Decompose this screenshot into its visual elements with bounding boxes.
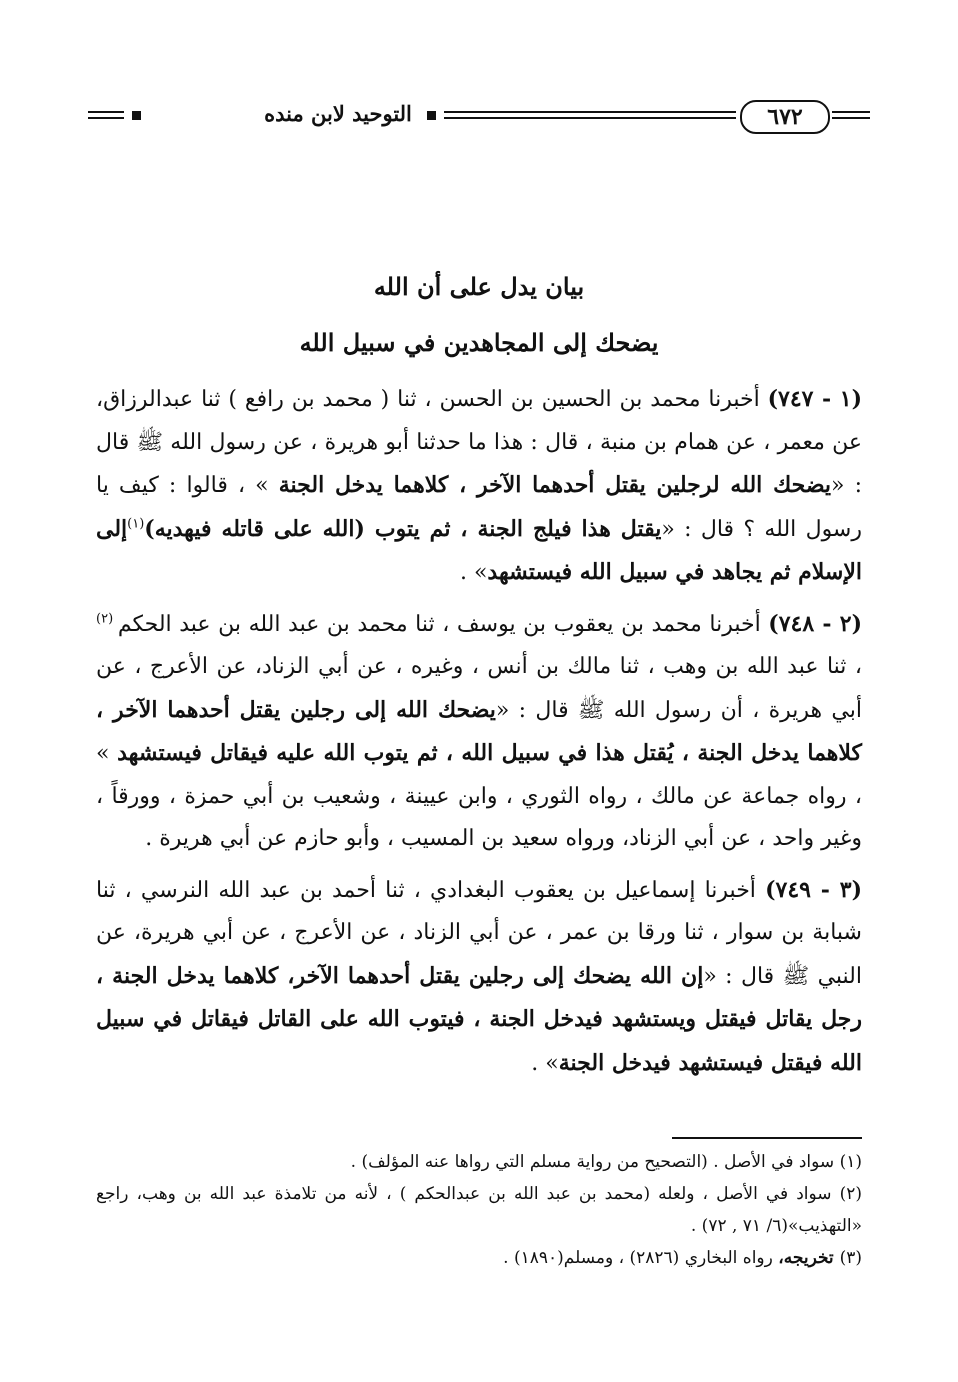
footnote-marker: (١)	[839, 1152, 862, 1172]
hadith-text-bold: إلى الإسلام ثم يجاهد في سبيل الله فيستشهد	[96, 515, 862, 585]
hadith-text: أخبرنا محمد بن الحسين بن الحسن ، ثنا ( محمد بن رافع ) ثنا عبدالرزاق، عن معمر ، عن همام بن منبة ، قال : هذا ما حدثنا أبو هريرة ، عن رسول الله ﷺ قال : «	[96, 387, 862, 498]
hadith-text-bold: إن الله يضحك إلى رجلين يقتل أحدهما الآخر، كلاهما يدخل الجنة ، رجل يقاتل فيقتل ويستشهد فيدخل الجنة ، فيتوب الله على القاتل فيقاتل في سبيل الله فيقتل فيستشهد فيدخل الجنة	[96, 962, 862, 1076]
footnote-marker: (٣)	[839, 1248, 862, 1268]
hadith-text-bold: يقتل هذا فيلج الجنة ، ثم يتوب (الله على قاتله فيهديه)	[144, 515, 662, 542]
footnote-text: رواه البخاري (٢٨٢٦) ، ومسلم(١٨٩٠) .	[503, 1248, 779, 1268]
hadith-text: أخبرنا محمد بن يعقوب بن يوسف ، ثنا محمد بن عبد الله بن عبد الحكم	[117, 611, 769, 637]
hadith-number: (١ - ٧٤٧)	[767, 386, 863, 412]
book-title: التوحيد لابن منده	[264, 101, 412, 126]
footnotes	[96, 1146, 862, 1274]
body-text	[96, 378, 862, 1085]
footnote-marker: (٢)	[839, 1184, 862, 1204]
footnote-text: سواد في الأصل ، ولعله (محمد بن عبد الله بن عبدالحكم ) ، لأنه من تلامذة عبد الله بن وهب، راجع «التهذيب»(٦/ ٧١ , ٧٢) .	[96, 1184, 862, 1236]
hadith-paragraph	[96, 603, 862, 861]
header-rule-right	[832, 111, 870, 113]
hadith-text: أخبرنا إسماعيل بن يعقوب البغدادي ، ثنا أحمد بن عبد الله النرسي ، ثنا شبابة بن سوار ، ثنا ورقا بن عمر ، عن أبي الزناد ، عن الأعرج ، عن أبي هريرة، عن النبي ﷺ قال : «	[96, 877, 862, 989]
hadith-text: » ، قالوا : كيف يا رسول الله ؟ قال : «	[96, 473, 862, 542]
section-title-line-1: بيان يدل على أن الله	[373, 272, 585, 301]
hadith-text-bold: يضحك الله لرجلين يقتل أحدهما الآخر ، كلاهما يدخل الجنة	[278, 472, 832, 498]
hadith-paragraph	[96, 378, 862, 595]
page-number: ٦٧٢	[740, 100, 830, 134]
running-header	[88, 96, 870, 140]
hadith-text: » ، رواه جماعة عن مالك ، رواه الثوري ، وابن عيينة ، وشعيب بن أبي حمزة ، وورقاً ، وغير واحد ، عن أبي الزناد، ورواه سعيد بن المسيب ، وأبو حازم عن أبي هريرة .	[96, 741, 862, 851]
hadith-text: » .	[531, 1050, 559, 1076]
footnote	[96, 1178, 862, 1242]
hadith-number: (٢ - ٧٤٨)	[768, 610, 862, 637]
footnote-lead: تخريجه،	[778, 1248, 840, 1268]
header-rule-center	[444, 111, 736, 113]
footnote-ref: (٢)	[96, 611, 118, 627]
section-title-line-2: يضحك إلى المجاهدين في سبيل الله	[299, 328, 659, 357]
hadith-text-bold: يضحك الله إلى رجلين يقتل أحدهما الآخر ، كلاهما يدخل الجنة ، يُقتل هذا في سبيل الله ، ثم يتوب الله عليه فيقاتل فيستشهد	[96, 696, 863, 766]
hadith-paragraph	[96, 869, 862, 1086]
header-square-left	[132, 111, 141, 120]
footnote-text: سواد في الأصل . (التصحيح من رواية مسلم التي رواها عنه المؤلف) .	[350, 1152, 840, 1172]
footnote	[96, 1146, 862, 1178]
hadith-number: (٣ - ٧٤٩)	[765, 876, 862, 903]
hadith-text: ، ثنا عبد الله بن وهب ، ثنا مالك بن أنس ، وغيره ، عن أبي الزناد، عن الأعرج ، عن أبي هريرة ، أن رسول الله ﷺ قال : «	[96, 654, 862, 723]
footnote-ref: (١)	[127, 516, 145, 532]
hadith-text: » .	[459, 560, 488, 585]
header-rule-left	[88, 111, 124, 113]
footnote	[96, 1242, 862, 1274]
footnote-separator	[672, 1137, 862, 1139]
